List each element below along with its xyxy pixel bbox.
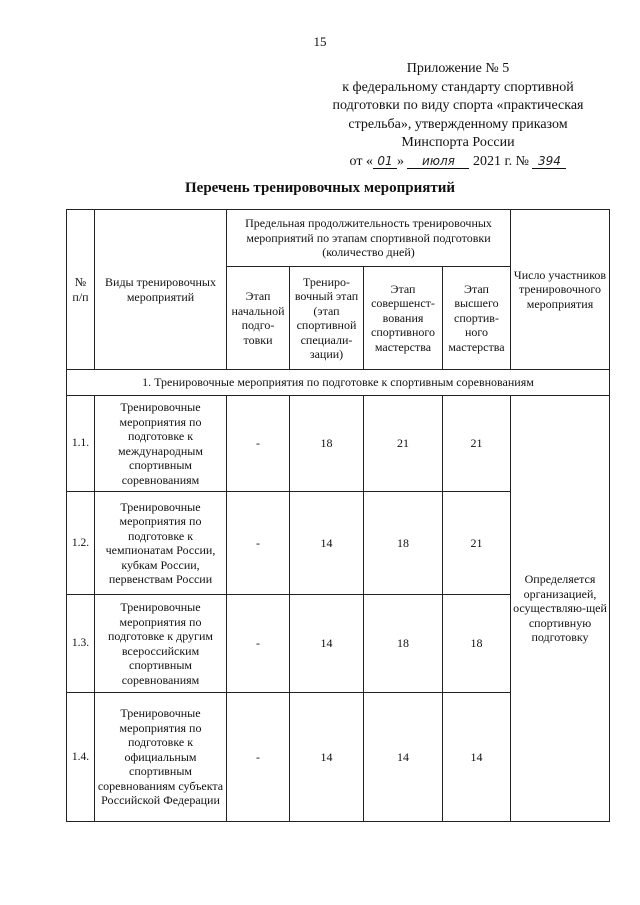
value-highest: 18 [443, 595, 511, 693]
training-events-table [66, 209, 610, 822]
date-prefix: от « [349, 153, 373, 169]
row-num: 1.1. [67, 396, 95, 492]
value-improvement: 18 [364, 492, 443, 595]
row-num: 1.2. [67, 492, 95, 595]
participants-value: Определяется организацией, осуществляю-щей спортивную подготовку [511, 396, 610, 822]
date-suffix: 2021 г. № [472, 153, 529, 169]
annex-title: Приложение № 5 [406, 61, 510, 76]
header-stage-improvement: Этап совершенст-вования спортивного мастерства [364, 267, 443, 370]
value-initial: - [227, 492, 290, 595]
header-row-1 [67, 210, 610, 267]
document-title: Перечень тренировочных мероприятий [185, 180, 455, 196]
header-num: № п/п [67, 210, 95, 370]
handwritten-day: 01 [373, 154, 397, 169]
value-training: 14 [290, 693, 364, 822]
row-num: 1.3. [67, 595, 95, 693]
value-initial: - [227, 396, 290, 492]
value-initial: - [227, 595, 290, 693]
section-row [67, 370, 610, 396]
value-training: 14 [290, 492, 364, 595]
row-name: Тренировочные мероприятия по подготовке к официальным спортивным соревнованиям субъекта Российской Федерации [95, 693, 227, 822]
value-highest: 14 [443, 693, 511, 822]
row-num: 1.4. [67, 693, 95, 822]
page-number: 15 [313, 34, 327, 49]
value-improvement: 21 [364, 396, 443, 492]
annex-line-3: подготовки по виду спорта «практическая [332, 98, 584, 113]
row-name: Тренировочные мероприятия по подготовке к другим всероссийским спортивным соревнованиям [95, 595, 227, 693]
annex-line-4: стрельба», утвержденному приказом [348, 116, 568, 132]
value-improvement: 18 [364, 595, 443, 693]
handwritten-month: июля [407, 154, 469, 169]
header-stage-initial: Этап начальной подго-товки [227, 267, 290, 370]
annex-line-2: к федеральному стандарту спортивной [342, 79, 574, 95]
row-name: Тренировочные мероприятия по подготовке к международным спортивным соревнованиям [95, 396, 227, 492]
value-initial: - [227, 693, 290, 822]
header-types: Виды тренировочных мероприятий [95, 210, 227, 370]
value-highest: 21 [443, 492, 511, 595]
annex-block [318, 60, 598, 171]
row-name: Тренировочные мероприятия по подготовке к чемпионатам России, кубкам России, первенствам России [95, 492, 227, 595]
value-training: 14 [290, 595, 364, 693]
header-stage-highest: Этап высшего спортив-ного мастерства [443, 267, 511, 370]
value-improvement: 14 [364, 693, 443, 822]
annex-line-5: Минспорта России [401, 135, 515, 150]
header-participants: Число участников тренировочного мероприятия [511, 210, 610, 370]
header-stage-training: Трениро-вочный этап (этап спортивной специали-зации) [290, 267, 364, 370]
value-training: 18 [290, 396, 364, 492]
order-date-line [318, 153, 598, 172]
header-duration: Предельная продолжительность тренировочных мероприятий по этапам спортивной подготовки (количество дней) [227, 210, 511, 267]
date-mid: » [396, 153, 404, 169]
table-row [67, 396, 610, 492]
handwritten-order-number: 394 [532, 154, 566, 169]
section-title: 1. Тренировочные мероприятия по подготовке к спортивным соревнованиям [67, 370, 610, 396]
value-highest: 21 [443, 396, 511, 492]
